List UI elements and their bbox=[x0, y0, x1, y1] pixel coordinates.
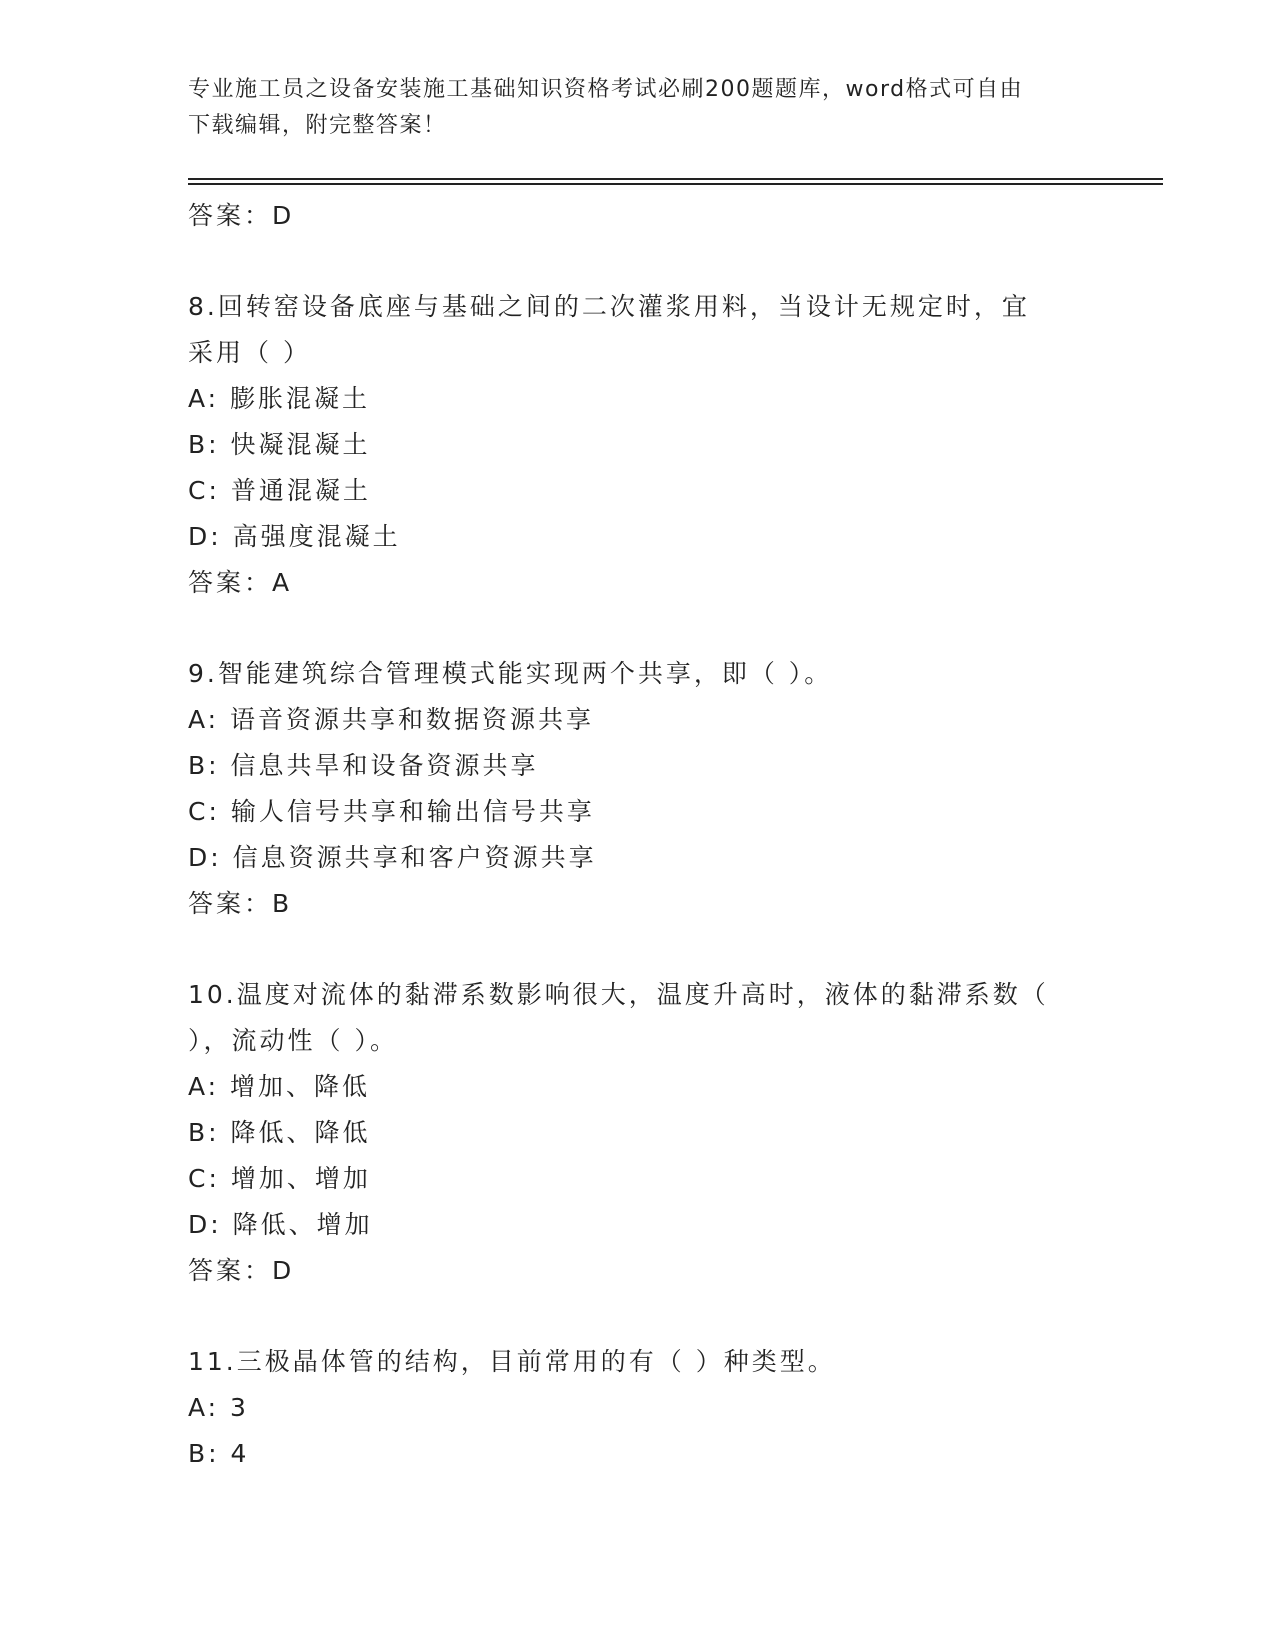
document-header bbox=[188, 72, 1068, 144]
question-10-option-c: C: 增加、增加 bbox=[188, 1164, 371, 1193]
header-title-line-1: 专业施工员之设备安装施工基础知识资格考试必刷200题题库，word格式可自由 bbox=[188, 77, 1024, 102]
question-9-option-b: B: 信息共旱和设备资源共享 bbox=[188, 751, 539, 780]
spacer bbox=[188, 606, 1088, 651]
question-11-option-a: A: 3 bbox=[188, 1393, 249, 1422]
question-8-option-b: B: 快凝混凝土 bbox=[188, 430, 371, 459]
question-8-option-a: A: 膨胀混凝土 bbox=[188, 384, 371, 413]
question-8-stem-line-2: 采用（ ） bbox=[188, 338, 311, 367]
question-9 bbox=[188, 651, 1088, 927]
question-8-option-d: D: 高强度混凝土 bbox=[188, 522, 401, 551]
spacer bbox=[188, 1294, 1088, 1339]
spacer bbox=[188, 927, 1088, 972]
question-10 bbox=[188, 972, 1088, 1294]
question-8 bbox=[188, 284, 1088, 606]
header-divider-top bbox=[188, 178, 1163, 180]
question-10-answer: 答案：D bbox=[188, 1256, 295, 1285]
spacer bbox=[188, 239, 1088, 284]
question-10-stem-line-1: 10.温度对流体的黏滞系数影响很大，温度升高时，液体的黏滞系数（ bbox=[188, 980, 1049, 1009]
question-10-option-d: D: 降低、增加 bbox=[188, 1210, 373, 1239]
question-11-stem-line-1: 11.三极晶体管的结构，目前常用的有（ ）种类型。 bbox=[188, 1347, 836, 1376]
question-9-option-a: A: 语音资源共享和数据资源共享 bbox=[188, 705, 595, 734]
question-11-option-b: B: 4 bbox=[188, 1439, 250, 1468]
question-10-option-a: A: 增加、降低 bbox=[188, 1072, 371, 1101]
question-list bbox=[188, 193, 1088, 1477]
question-11 bbox=[188, 1339, 1088, 1477]
question-9-answer: 答案：B bbox=[188, 889, 293, 918]
question-8-answer: 答案：A bbox=[188, 568, 293, 597]
question-10-option-b: B: 降低、降低 bbox=[188, 1118, 371, 1147]
question-9-option-c: C: 输人信号共享和输出信号共享 bbox=[188, 797, 595, 826]
header-title-line-2: 下载编辑，附完整答案！ bbox=[188, 113, 447, 138]
question-8-stem-line-1: 8.回转窑设备底座与基础之间的二次灌浆用料，当设计无规定时，宜 bbox=[188, 292, 1030, 321]
question-9-stem-line-1: 9.智能建筑综合管理模式能实现两个共享，即（ ）。 bbox=[188, 659, 833, 688]
question-8-option-c: C: 普通混凝土 bbox=[188, 476, 371, 505]
question-10-stem-line-2: ），流动性（ ）。 bbox=[188, 1026, 398, 1055]
header-divider-bottom bbox=[188, 183, 1163, 185]
previous-answer: 答案：D bbox=[188, 201, 295, 230]
question-9-option-d: D: 信息资源共享和客户资源共享 bbox=[188, 843, 597, 872]
